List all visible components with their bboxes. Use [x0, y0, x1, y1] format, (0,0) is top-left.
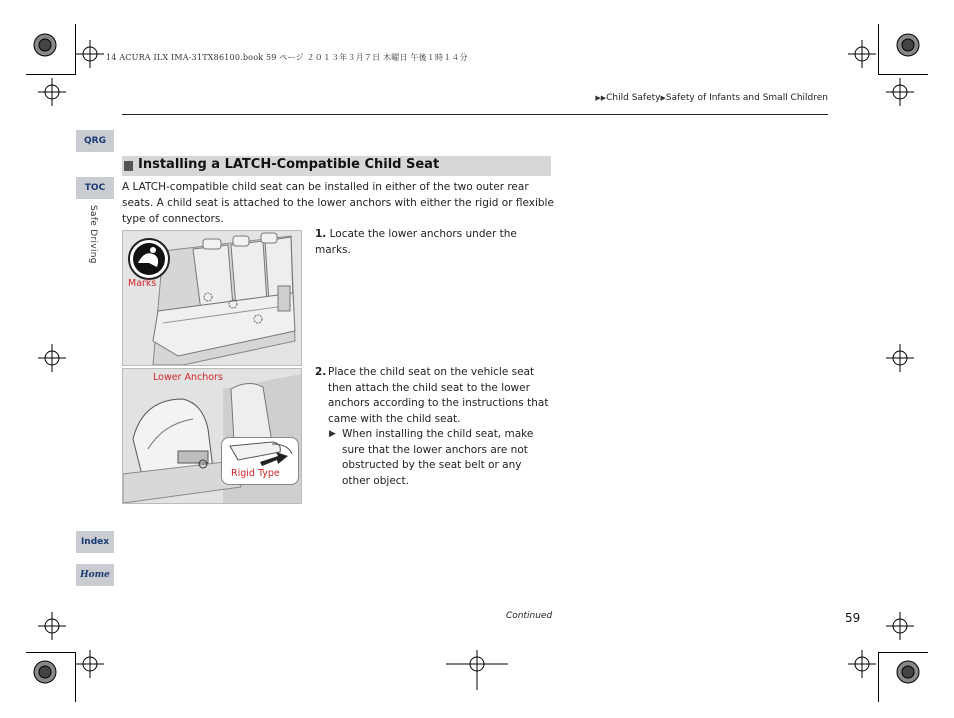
page-number: 59: [845, 611, 861, 625]
breadcrumb: [595, 93, 828, 103]
step-2-text: Place the child seat on the vehicle seat then attach the child seat to the lower anchors according to the instructions that came with the child seat.: [328, 366, 549, 425]
qrg-button[interactable]: QRG: [76, 130, 114, 152]
breadcrumb-current: Safety of Infants and Small Children: [665, 93, 828, 103]
step-1: [315, 227, 555, 258]
step-1-text: Locate the lower anchors under the marks.: [315, 228, 517, 256]
section-square-icon: [124, 161, 133, 171]
home-button[interactable]: Home: [76, 564, 114, 586]
section-side-label: Safe Driving: [88, 205, 98, 264]
breadcrumb-separator: ▶: [660, 94, 666, 102]
child-seat-illustration: [122, 368, 302, 504]
rigid-type-label: Rigid Type: [231, 468, 280, 479]
section-intro: A LATCH-compatible child seat can be installed in either of the two outer rear seats. A child seat is attached to the lower anchors with either the rigid or flexible type of connectors.: [122, 181, 554, 225]
book-file-header: 14 ACURA ILX IMA-31TX86100.book 59 ページ ２０１３年３月７日 木曜日 午後１時１４分: [106, 53, 468, 62]
note-arrow-icon: ▶: [329, 429, 336, 439]
breadcrumb-parent-link[interactable]: Child Safety: [606, 93, 661, 103]
toc-button[interactable]: TOC: [76, 177, 114, 199]
step-2-number: 2.: [315, 366, 327, 378]
index-button[interactable]: Index: [76, 531, 114, 553]
continued-label: Continued: [506, 611, 553, 621]
section-title: Installing a LATCH-Compatible Child Seat: [138, 157, 440, 172]
breadcrumb-arrows: ▶▶: [595, 94, 607, 102]
marks-label: Marks: [128, 278, 157, 289]
header-rule: [122, 114, 828, 115]
step-1-number: 1.: [315, 228, 327, 240]
lower-anchors-label: Lower Anchors: [153, 372, 223, 383]
latch-mark-icon: [127, 237, 171, 281]
step-2-note: When installing the child seat, make sure that the lower anchors are not obstructed by the seat belt or any other object.: [342, 428, 534, 487]
step-2: [315, 365, 555, 489]
rear-seat-illustration: [122, 230, 302, 366]
